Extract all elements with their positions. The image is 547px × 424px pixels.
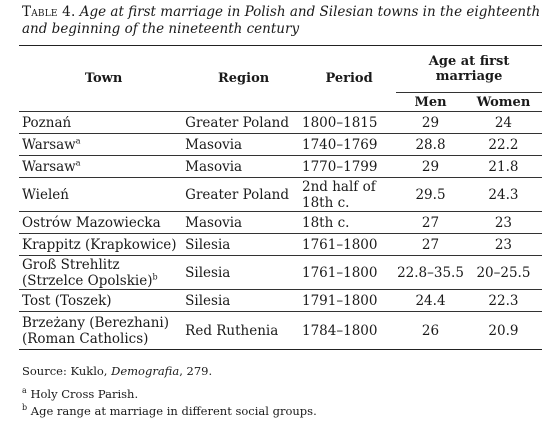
cell-men: 26 xyxy=(396,312,465,350)
cell-men: 22.8–35.5 xyxy=(396,256,465,290)
source-suffix: , 279. xyxy=(179,364,213,378)
cell-women: 22.2 xyxy=(465,134,542,156)
cell-women: 23 xyxy=(465,212,542,234)
header-town: Town xyxy=(19,46,185,112)
town-name: Brzeżany (Berezhani) (Roman Catholics) xyxy=(22,314,170,347)
header-men: Men xyxy=(396,93,465,112)
table-row xyxy=(19,112,542,134)
source-note xyxy=(22,364,317,378)
cell-men: 27 xyxy=(396,212,465,234)
cell-period: 1761–1800 xyxy=(302,256,396,290)
table-title: Age at first marriage in Polish and Silesian towns in the eighteenth and beginning of the nineteenth century xyxy=(22,4,541,37)
cell-period: 1791–1800 xyxy=(302,290,396,312)
cell-women: 24 xyxy=(465,112,542,134)
cell-region: Red Ruthenia xyxy=(185,312,302,350)
table-row xyxy=(19,134,542,156)
cell-period: 1740–1769 xyxy=(302,134,396,156)
cell-region: Masovia xyxy=(185,212,302,234)
town-name: Krappitz (Krapkowice) xyxy=(22,236,177,253)
cell-period: 2nd half of 18th c. xyxy=(302,178,396,212)
cell-men: 29.5 xyxy=(396,178,465,212)
header-women: Women xyxy=(465,93,542,112)
cell-men: 24.4 xyxy=(396,290,465,312)
footnote-b xyxy=(22,404,317,418)
town-name: Groß Strehlitz (Strzelce Opolskie) xyxy=(22,256,153,289)
footnote-b-text: Age range at marriage in different social groups. xyxy=(30,404,317,418)
town-name: Poznań xyxy=(22,114,72,131)
cell-town xyxy=(19,212,185,234)
source-title: Demografia xyxy=(111,364,180,378)
town-name: Ostrów Mazowiecka xyxy=(22,214,161,231)
cell-region: Greater Poland xyxy=(185,178,302,212)
cell-men: 28.8 xyxy=(396,134,465,156)
cell-period: 18th c. xyxy=(302,212,396,234)
cell-region: Silesia xyxy=(185,234,302,256)
cell-women: 23 xyxy=(465,234,542,256)
cell-women: 20–25.5 xyxy=(465,256,542,290)
footnote-a xyxy=(22,387,317,401)
table-label: Table 4. xyxy=(22,4,76,20)
table-caption xyxy=(22,4,542,38)
cell-men: 27 xyxy=(396,234,465,256)
cell-period: 1770–1799 xyxy=(302,156,396,178)
cell-men: 29 xyxy=(396,156,465,178)
footnote-marker: a xyxy=(75,158,81,167)
cell-region: Silesia xyxy=(185,290,302,312)
marriage-age-table xyxy=(19,45,542,350)
cell-period: 1761–1800 xyxy=(302,234,396,256)
header-period: Period xyxy=(302,46,396,112)
table-row xyxy=(19,156,542,178)
cell-town xyxy=(19,112,185,134)
cell-women: 22.3 xyxy=(465,290,542,312)
header-region: Region xyxy=(185,46,302,112)
table-row xyxy=(19,312,542,350)
cell-region: Greater Poland xyxy=(185,112,302,134)
town-name: Warsaw xyxy=(22,158,76,175)
cell-town xyxy=(19,134,185,156)
cell-period: 1784–1800 xyxy=(302,312,396,350)
table-row xyxy=(19,234,542,256)
cell-town xyxy=(19,256,185,290)
table-row xyxy=(19,212,542,234)
footnote-a-text: Holy Cross Parish. xyxy=(30,387,139,401)
cell-town xyxy=(19,290,185,312)
cell-region: Silesia xyxy=(185,256,302,290)
cell-women: 24.3 xyxy=(465,178,542,212)
cell-region: Masovia xyxy=(185,156,302,178)
footnote-a-mark: a xyxy=(22,386,27,396)
town-name: Tost (Toszek) xyxy=(22,292,112,309)
cell-town xyxy=(19,178,185,212)
cell-women: 20.9 xyxy=(465,312,542,350)
table-notes xyxy=(22,364,317,421)
cell-town xyxy=(19,156,185,178)
town-name: Warsaw xyxy=(22,136,76,153)
footnote-marker: b xyxy=(152,272,158,281)
cell-region: Masovia xyxy=(185,134,302,156)
footnote-b-mark: b xyxy=(22,403,28,413)
table-row xyxy=(19,256,542,290)
table-row xyxy=(19,290,542,312)
cell-town xyxy=(19,312,185,350)
cell-women: 21.8 xyxy=(465,156,542,178)
cell-men: 29 xyxy=(396,112,465,134)
table-body xyxy=(19,112,542,350)
footnote-marker: a xyxy=(75,136,81,145)
source-prefix: Source: Kuklo, xyxy=(22,364,112,378)
cell-period: 1800–1815 xyxy=(302,112,396,134)
header-age-group: Age at first marriage xyxy=(396,46,542,93)
town-name: Wieleń xyxy=(22,186,69,203)
table-row xyxy=(19,178,542,212)
cell-town xyxy=(19,234,185,256)
